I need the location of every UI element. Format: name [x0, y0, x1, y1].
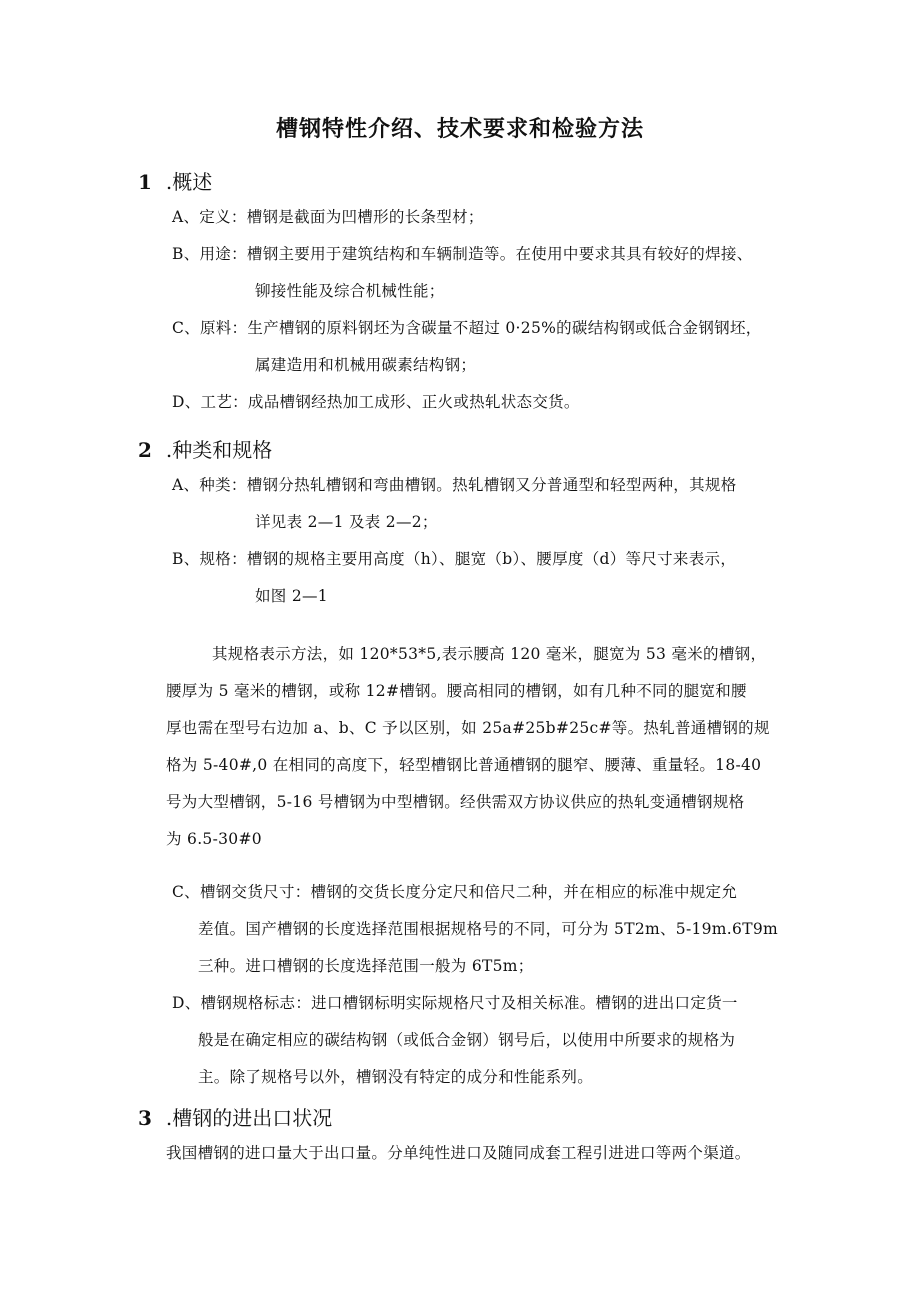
text-line: 厚也需在型号右边加 a、b、C 予以区别，如 25a#25b#25c#等。热轧普通槽钢的规 — [166, 719, 770, 737]
text-line: A、定义：槽钢是截面为凹槽形的长条型材； — [172, 208, 484, 226]
text-line: 为 6.5-30#0 — [166, 830, 262, 848]
section-title: .种类和规格 — [165, 438, 273, 462]
text-line: C、槽钢交货尺寸：槽钢的交货长度分定尺和倍尺二种，并在相应的标准中规定允 — [172, 883, 738, 901]
text-line: A、种类：槽钢分热轧槽钢和弯曲槽钢。热轧槽钢又分普通型和轻型两种，其规格 — [172, 476, 737, 494]
text-line: 详见表 2—1 及表 2—2； — [255, 513, 438, 531]
text-line: 三种。进口槽钢的长度选择范围一般为 6T5m； — [198, 957, 534, 975]
page-title: 槽钢特性介绍、技术要求和检验方法 — [275, 116, 644, 142]
text-line: 腰厚为 5 毫米的槽钢，或称 12#槽钢。腰高相同的槽钢，如有几种不同的腿宽和腰 — [166, 682, 747, 700]
section-number: 2 — [138, 438, 152, 462]
text-line: 号为大型槽钢，5-16 号槽钢为中型槽钢。经供需双方协议供应的热轧变通槽钢规格 — [166, 793, 745, 811]
section-3-heading — [138, 1102, 332, 1131]
section-1-heading — [138, 166, 212, 195]
text-line: D、槽钢规格标志：进口槽钢标明实际规格尺寸及相关标准。槽钢的进出口定货一 — [172, 994, 738, 1012]
text-line: D、工艺：成品槽钢经热加工成形、正火或热轧状态交货。 — [172, 393, 580, 411]
section-title: .概述 — [165, 170, 213, 194]
text-line: C、原料：生产槽钢的原料钢坯为含碳量不超过 0·25%的碳结构钢或低合金钢钢坯， — [172, 319, 762, 337]
text-line: B、用途：槽钢主要用于建筑结构和车辆制造等。在使用中要求其具有较好的焊接、 — [172, 245, 753, 263]
section-title: .槽钢的进出口状况 — [165, 1106, 333, 1130]
section-number: 3 — [138, 1106, 152, 1130]
text-line: 我国槽钢的进口量大于出口量。分单纯性进口及随同成套工程引进进口等两个渠道。 — [166, 1144, 751, 1162]
text-line: 如图 2—1 — [255, 587, 328, 605]
text-line: B、规格：槽钢的规格主要用高度（h）、腿宽（b）、腰厚度（d）等尺寸来表示， — [172, 550, 737, 568]
text-line: 其规格表示方法，如 120*53*5,表示腰高 120 毫米，腿宽为 53 毫米的槽钢， — [212, 645, 767, 663]
text-line: 差值。国产槽钢的长度选择范围根据规格号的不同，可分为 5T2m、5-19m.6T9m — [198, 920, 778, 938]
text-line: 属建造用和机械用碳素结构钢； — [255, 356, 477, 374]
section-number: 1 — [138, 170, 152, 194]
text-line: 主。除了规格号以外，槽钢没有特定的成分和性能系列。 — [198, 1068, 594, 1086]
text-line: 格为 5-40#,0 在相同的高度下，轻型槽钢比普通槽钢的腿窄、腰薄、重量轻。18-40 — [166, 756, 762, 774]
text-line: 般是在确定相应的碳结构钢（或低合金钢）钢号后，以使用中所要求的规格为 — [198, 1031, 736, 1049]
text-line: 铆接性能及综合机械性能； — [255, 282, 445, 300]
section-2-heading — [138, 434, 272, 463]
